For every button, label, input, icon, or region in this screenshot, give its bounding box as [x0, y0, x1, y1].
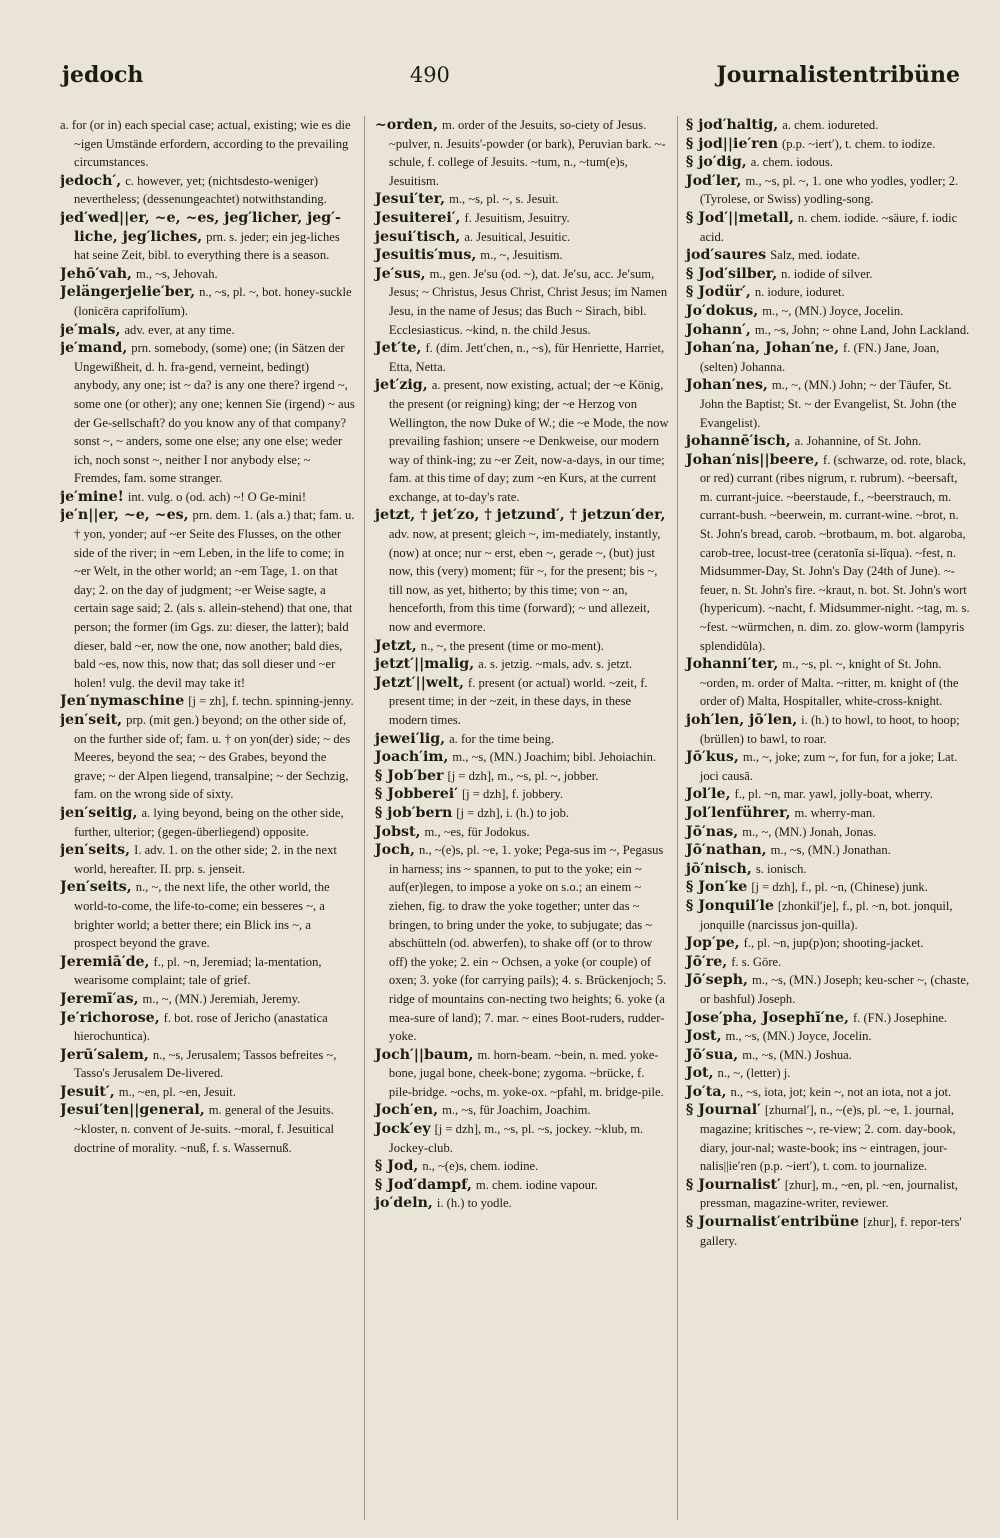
definition: n., ~s, pl. ~, bot. honey-suckle (lonicēra caprifolĭum). — [74, 285, 352, 318]
dictionary-entry — [375, 823, 669, 842]
headword: Jelängerjelie′ber, — [60, 284, 196, 301]
definition: m., ~, (MN.) John; ~ der Täufer, St. John the Baptist; St. ~ der Evangelist, St. John (the Evangelist). — [699, 378, 957, 430]
dictionary-entry — [375, 1157, 669, 1176]
definition: [j = dzh], f. jobbery. — [461, 787, 564, 802]
dictionary-entry — [686, 878, 970, 897]
definition: m. horn-beam. ~bein, n. med. yoke-bone, jugal bone, cheek-bone; zygoma. ~brücke, f. pile-bridge. ~ochs, m. yoke-ox. ~pfahl, m. bridge-pile. — [388, 1047, 664, 1099]
headword: jo′deln, — [374, 1195, 433, 1212]
definition: a. Johannine, of St. John. — [794, 434, 922, 449]
page-header — [62, 62, 960, 96]
headword: Johann′, — [685, 321, 751, 338]
headword: Jō′kus, — [685, 749, 739, 766]
definition: (p.p. ~iert′), t. chem. to iodize. — [782, 136, 936, 151]
dictionary-entry — [686, 1027, 970, 1046]
definition: f. present (or actual) world. ~zeit, f. present time; in der ~zeit, in these days, in these modern times. — [388, 675, 648, 727]
headword: Jo′ta, — [685, 1083, 727, 1100]
column-left — [60, 116, 364, 1520]
headword: Jō′seph, — [685, 972, 748, 989]
headword: Jesui′ten||general, — [60, 1102, 205, 1119]
definition: c. however, yet; (nichtsdesto-weniger) nevertheless; (dessenungeachtet) notwithstanding. — [74, 173, 327, 207]
dictionary-entry — [375, 190, 669, 209]
dictionary-entry — [686, 971, 970, 1008]
definition: a. chem. iodureted. — [782, 118, 879, 132]
dictionary-entry — [60, 1046, 356, 1083]
headword: § Jod, — [374, 1158, 419, 1175]
headword: Jen′nymaschine — [60, 693, 185, 710]
dictionary-entry — [375, 785, 669, 804]
headword: Jobst, — [374, 823, 421, 840]
dictionary-entry — [686, 135, 970, 154]
headword: Jot, — [685, 1065, 714, 1082]
definition: [zhur], m., ~en, pl. ~en, journalist, pressman, magazine-writer, reviewer. — [699, 1177, 958, 1211]
definition: I. adv. 1. on the other side; 2. in the next world, hereafter. II. prp. s. jenseit. — [74, 843, 337, 876]
dictionary-entry — [375, 1176, 669, 1195]
dictionary-entry — [686, 432, 970, 451]
dictionary-entry — [686, 283, 970, 302]
headword: Johan′na, Johan′ne, — [685, 340, 840, 357]
headword: Jō′re, — [685, 953, 728, 970]
dictionary-entry — [686, 116, 970, 135]
headword: Joch, — [374, 842, 415, 859]
headword: § job′bern — [374, 804, 453, 821]
definition: m., ~s, (MN.) Jonathan. — [770, 843, 891, 858]
headword: joh′len, jō′len, — [685, 712, 798, 728]
headword: Jesui′ter, — [374, 191, 446, 208]
dictionary-entry — [375, 209, 669, 228]
dictionary-entry — [375, 748, 669, 767]
definition: m., ~, (MN.) Jeremiah, Jeremy. — [142, 991, 301, 1006]
dictionary-entry — [375, 246, 669, 265]
definition: [j = dzh], m., ~s, pl. ~s, jockey. ~klub, m. Jockey-club. — [388, 1122, 644, 1155]
headword: je′mals, — [60, 321, 121, 338]
headword: Jock′ey — [374, 1121, 431, 1138]
dictionary-entry — [375, 804, 669, 823]
definition: a. lying beyond, being on the other side, further, ulterior; (gegen-überliegend) opposite. — [74, 805, 344, 839]
headword: § jo′dig, — [685, 154, 747, 171]
headword: Joach′im, — [374, 749, 449, 766]
definition: m., ~, joke; zum ~, for fun, for a joke; Lat. joci causā. — [699, 750, 958, 783]
headword: § Job′ber — [374, 767, 444, 784]
dictionary-entry — [60, 321, 356, 340]
definition: n., ~s, Jerusalem; Tassos befreites ~, Tasso's Jerusalem De-livered. — [74, 1047, 337, 1081]
dictionary-entry — [60, 841, 356, 878]
dictionary-entry — [375, 1046, 669, 1102]
definition: f. Jesuitism, Jesuitry. — [464, 210, 570, 225]
dictionary-entry — [60, 339, 356, 488]
dictionary-entry — [60, 711, 356, 804]
dictionary-entry — [686, 1213, 970, 1250]
definition: m., ~s, pl. ~, 1. one who yodles, yodler; 2. (Tyrolese, or Swiss) yodling-song. — [699, 173, 959, 207]
dictionary-entry — [375, 730, 669, 749]
definition: [j = dzh], m., ~s, pl. ~, jobber. — [447, 768, 599, 783]
columns — [60, 116, 970, 1520]
headword: je′n||er, ~e, ~es, — [60, 507, 189, 524]
headword: Jet′te, — [374, 340, 422, 357]
definition: n., ~, the present (time or mo-ment). — [420, 638, 604, 653]
definition: a. for the time being. — [449, 731, 555, 746]
headword: Jetzt, — [374, 637, 417, 654]
headword: jetzt′||malig, — [374, 656, 475, 673]
headword: Johanni′ter, — [685, 656, 779, 673]
definition: m., ~, (MN.) Joyce, Jocelin. — [762, 303, 904, 318]
definition: [j = dzh], i. (h.) to job. — [456, 805, 570, 820]
headword: § Jodür′, — [685, 284, 751, 301]
dictionary-entry — [375, 265, 669, 339]
definition: [zhonkil′je], f., pl. ~n, bot. jonquil, jonquille (narcissus jon-quilla). — [699, 898, 953, 932]
dictionary-entry — [686, 823, 970, 842]
definition: f., pl. ~n, mar. yawl, jolly-boat, wherry. — [734, 787, 933, 802]
definition: Salz, med. iodate. — [770, 248, 861, 263]
dictionary-entry — [60, 804, 356, 841]
column-right — [677, 116, 970, 1520]
dictionary-entry — [375, 1194, 669, 1213]
column-middle — [364, 116, 677, 1520]
dictionary-entry — [686, 1101, 970, 1175]
definition: m., ~s, pl. ~, knight of St. John. ~orden, m. order of Malta. ~ritter, m. knight of (the order of) Malta, Hospitaller, white-cross-knight. — [699, 657, 959, 709]
dictionary-entry — [686, 451, 970, 656]
headword: Joch′en, — [374, 1102, 439, 1119]
definition: f., pl. ~n, jup(p)on; shooting-jacket. — [743, 936, 924, 951]
headword: § Journalist′ — [685, 1176, 781, 1193]
definition: [zhurnal′], n., ~(e)s, pl. ~e, 1. journal, magazine; kritisches ~, re-view; 2. com. day-book, diary, jour-nal; waste-book; ins ~ eintragen, jour-nalis||ie′ren (p.p. ~iert′), t. com. to journalize. — [699, 1103, 956, 1174]
dictionary-entry — [686, 841, 970, 860]
dictionary-entry — [60, 1101, 356, 1157]
definition: m., ~s, (MN.) Joshua. — [742, 1047, 852, 1062]
dictionary-entry — [375, 116, 669, 190]
definition: m., ~s, (MN.) Joyce, Jocelin. — [725, 1029, 872, 1044]
definition: f. (schwarze, od. rote, black, or red) currant (ribes nigrum, r. rubrum). ~beersaft, m. currant-juice. ~beerstaude, f., ~beerstrauch, m. currant-bush. ~beerwein, m. currant-wine. ~brot, n. St. John's bread, carob. ~brotbaum, m. bot. algaroba, carob-tree, locust-tree (ceratonĭa si-lĭqua). ~fest, n. Midsummer-Day, St. John's Day (24th of June). ~-feuer, n. St. John's fire. ~kraut, n. bot. St. John's wort (hypericum). ~nacht, f. Midsummer-night. ~tag, m. s. ~fest. ~würmchen, n. dim. zo. glow-worm (lampyris splendidŭla). — [699, 452, 970, 653]
dictionary-entry — [686, 153, 970, 172]
definition: n., ~, the next life, the other world, the world-to-come, the life-to-come; ein besseres ~, a brighter world; a better there; ein Blick ins ~, a prospect beyond the grave. — [74, 880, 330, 951]
definition: f., pl. ~n, Jeremiad; la-mentation, wearisome complaint; tale of grief. — [74, 954, 322, 988]
definition: m. chem. iodine vapour. — [475, 1177, 598, 1192]
dictionary-entry — [60, 209, 356, 265]
definition: prn. s. jeder; ein jeg-liches hat seine Zeit, bibl. to everything there is a season. — [74, 229, 340, 263]
dictionary-entry — [686, 321, 970, 340]
headword: Jol′lenführer, — [685, 804, 791, 821]
headword: Jerū′salem, — [60, 1046, 149, 1063]
definition: a. for (or in) each special case; actual, existing; wie es die ~igen Umstände erfordern, according to the prevailing circumstances. — [60, 118, 351, 170]
headword: Joch′||baum, — [374, 1046, 474, 1063]
headword: Jesuitis′mus, — [374, 247, 477, 264]
headword: Jo′dokus, — [685, 302, 759, 319]
dictionary-entry — [60, 878, 356, 952]
headword: § jod||ie′ren — [685, 135, 779, 152]
headword: johannē′isch, — [685, 433, 791, 450]
headword: § Jod′dampf, — [374, 1176, 472, 1193]
dictionary-entry — [686, 172, 970, 209]
dictionary-entry — [375, 841, 669, 1046]
dictionary-entry — [60, 990, 356, 1009]
dictionary-entry — [686, 209, 970, 246]
headword: Johan′nis||beere, — [685, 451, 820, 468]
definition: [j = dzh], f., pl. ~n, (Chinese) junk. — [751, 880, 928, 895]
definition: f. (dim. Jett′chen, n., ~s), für Henriette, Harriet, Etta, Netta. — [388, 341, 665, 374]
headword: Jop′pe, — [685, 935, 740, 952]
definition: prn. somebody, (some) one; (in Sätzen der Ungewißheit, d. h. fra-gend, verneint, bedingt) anybody, any one; ist ~ da? is any one there? irgend ~, some one (or other); any one; kennen Sie (irgend) ~ aus der Ge-sellschaft? do you know any of that company? sonst ~, ~ anders, some one else; any one else; weder ich, noch sonst ~, neither I nor anybody else; ~ Fremdes, fam. some stranger. — [74, 341, 355, 486]
headword: Johan′nes, — [685, 377, 768, 394]
dictionary-entry — [375, 339, 669, 376]
headword: Jō′sua, — [685, 1046, 739, 1063]
definition: m., ~s, (MN.) Joachim; bibl. Jehoiachin. — [452, 750, 657, 765]
dictionary-entry — [686, 265, 970, 284]
dictionary-entry — [375, 1101, 669, 1120]
dictionary-entry — [686, 748, 970, 785]
headword: jewei′lig, — [374, 730, 446, 747]
dictionary-entry — [686, 953, 970, 972]
dictionary-entry — [60, 1083, 356, 1102]
headword: Jehō′vah, — [60, 265, 132, 282]
dictionary-entry — [686, 302, 970, 321]
headword: Jō′nathan, — [685, 842, 767, 859]
dictionary-entry — [686, 897, 970, 934]
definition: n., ~s, iota, jot; kein ~, not an iota, not a jot. — [730, 1084, 952, 1099]
definition: a. Jesuitical, Jesuitic. — [464, 229, 571, 244]
headword: Jen′seits, — [60, 879, 132, 896]
definition: m., ~s, pl. ~, s. Jesuit. — [449, 192, 559, 207]
definition: prp. (mit gen.) beyond; on the other side of, on the further side of; fam. u. † on yon(der) side; ~ des Meeres, beyond the sea; ~ des Grabes, beyond the grave; ~ der Alpen liegend, transalpine; ~ der Sechzig, fam. on the wrong side of sixty. — [74, 713, 351, 802]
definition: n. chem. iodide. ~säure, f. iodic acid. — [699, 210, 958, 244]
dictionary-entry — [686, 934, 970, 953]
headword: § Jobberei′ — [374, 786, 458, 803]
definition: f. bot. rose of Jericho (anastatica hierochuntica). — [74, 1010, 328, 1044]
headword: jetzt, † jet′zo, † jetzund′, † jetzun′der, — [374, 507, 666, 524]
definition: [j = zh], f. techn. spinning-jenny. — [188, 694, 354, 709]
headword: Jesuit′, — [60, 1083, 115, 1100]
headword: § Journal′ — [685, 1102, 761, 1119]
dictionary-entry — [60, 172, 356, 209]
dictionary-entry — [686, 711, 970, 748]
headword: je′mand, — [60, 340, 128, 357]
headword: Jō′nas, — [685, 823, 739, 840]
headword: Jol′le, — [685, 786, 731, 803]
headword: jod′saures — [685, 247, 767, 264]
definition: m. wherry-man. — [794, 805, 876, 820]
page-number: 490 — [409, 63, 450, 87]
headword: § Jod′silber, — [685, 265, 778, 282]
definition: i. (h.) to howl, to hoot, to hoop; (brüllen) to bawl, to roar. — [699, 713, 960, 746]
definition: a. present, now existing, actual; der ~e König, the present (or reigning) king; der ~e Herzog von Wellington, the now Duke of W.; die ~e Mode, the now prevailing fashion; unsere ~e Denkweise, our modern way of think-ing; zu ~er Zeit, now-a-days, in our time; fam. at this time of day; zum ~en Kurs, at the current exchange, at to-day's rate. — [388, 378, 669, 504]
definition: m., gen. Je′su (od. ~), dat. Je′su, acc. Je′sum, Jesus; ~ Christus, Jesus Christ, Christ Jesus; im Namen Jesu, in the name of Jesus; das Buch ~ Sirach, bibl. Ecclesiasticus. ~kind, n. the child Jesus. — [388, 266, 668, 337]
definition: n., ~, (letter) j. — [717, 1066, 791, 1081]
headword: § Journalist′entribüne — [685, 1214, 860, 1231]
dictionary-entry — [60, 953, 356, 990]
definition: m., ~s, (MN.) Joseph; keu-scher ~, (chaste, or bashful) Joseph. — [699, 973, 970, 1006]
headword: je′mine! — [60, 488, 124, 505]
dictionary-entry — [686, 339, 970, 376]
definition: prn. dem. 1. (als a.) that; fam. u. † yon, yonder; auf ~er Seite des Flusses, on the other side of the river; in ~em Leben, in the life to come; in ~er Welt, in the other world; an ~em Tage, 1. on that day; 2. on the day of judgment; ~er Weise sagte, a certain sage said; 2. (als s. allein-stehend) that one, that person; the former (im Ggs. zu: dieser, the latter); bald dieser, bald ~er, now the one, now another; bald dies, bald ~es, now this, now that; das soll dieser und ~er holen! vulg. the devil may take it! — [74, 508, 355, 690]
dictionary-entry — [375, 767, 669, 786]
dictionary-entry — [60, 1009, 356, 1046]
definition: m., ~, (MN.) Jonah, Jonas. — [742, 824, 877, 839]
headword: Jetzt′||welt, — [374, 674, 464, 691]
definition: a. chem. iodous. — [750, 155, 833, 170]
headword: Jod′ler, — [685, 172, 742, 189]
headword: § jod′haltig, — [685, 117, 779, 133]
dictionary-entry — [686, 1046, 970, 1065]
dictionary-entry — [686, 376, 970, 432]
headword: jesui′tisch, — [374, 228, 461, 245]
definition: n., ~(e)s, chem. iodine. — [422, 1159, 539, 1174]
dictionary-entry — [60, 116, 356, 172]
dictionary-entry — [686, 804, 970, 823]
dictionary-entry — [686, 1176, 970, 1213]
definition: adv. ever, at any time. — [124, 322, 235, 337]
headword: ~orden, — [374, 117, 438, 133]
definition: m., ~en, pl. ~en, Jesuit. — [118, 1084, 236, 1099]
dictionary-entry — [375, 655, 669, 674]
dictionary-entry — [60, 488, 356, 507]
dictionary-entry — [60, 692, 356, 711]
headword: Jeremī′as, — [60, 990, 139, 1007]
definition: m., ~s, Jehovah. — [135, 266, 218, 281]
definition: s. ionisch. — [755, 861, 807, 876]
definition: n., ~(e)s, pl. ~e, 1. yoke; Pega-sus im ~, Pegasus in harness; ins ~ spannen, to put to the yoke; ein ~ auf(er)legen, to impose a yoke on s.o.; an einem ~ ziehen, fig. to draw the yoke together; unter das ~ bringen, to bring under the yoke, to subjugate; das ~ abschütteln (od. abwerfen), to shake off (or to throw off) the yoke; 2. ein ~ Ochsen, a yoke (or couple) of oxen; 3. yoke (for carrying pails); 4. s. Brückenjoch; 5. ridge of mountains con-necting two heights; 6. yoke (a mea-sure of land); 7. mar. ~ eines Boot-ruders, rudder-yoke. — [388, 843, 667, 1044]
dictionary-entry — [60, 265, 356, 284]
headword: jen′seit, — [60, 712, 123, 728]
dictionary-entry — [60, 506, 356, 692]
definition: m., ~s, John; ~ ohne Land, John Lackland. — [754, 322, 970, 337]
dictionary-entry — [686, 1064, 970, 1083]
headword: jen′seitig, — [60, 804, 138, 821]
dictionary-entry — [686, 860, 970, 879]
definition: int. vulg. o (od. ach) ~! O Ge-mini! — [127, 489, 307, 504]
headword: § Jod′||metall, — [685, 209, 794, 226]
headword: jed′wed||er, ~e, ~es, jeg′licher, jeg′-liche, jeg′liches, — [60, 209, 341, 245]
dictionary-entry — [375, 376, 669, 506]
definition: m., ~s, für Joachim, Joachim. — [442, 1103, 591, 1118]
headword: Je′richorose, — [60, 1009, 160, 1026]
headword: jedoch′, — [60, 172, 122, 189]
dictionary-entry — [375, 674, 669, 730]
definition: f. (FN.) Josephine. — [852, 1010, 948, 1025]
dictionary-entry — [375, 228, 669, 247]
headword: Jesuiterei′, — [374, 209, 461, 226]
dictionary-entry — [686, 655, 970, 711]
headword: Jost, — [685, 1028, 722, 1045]
definition: n. iodure, ioduret. — [754, 285, 845, 300]
headword: § Jonquil′le — [685, 897, 774, 914]
headword: § Jon′ke — [685, 879, 748, 896]
definition: f. (FN.) Jane, Joan, (selten) Johanna. — [699, 341, 940, 374]
dictionary-entry — [686, 246, 970, 265]
headword: jō′nisch, — [685, 860, 752, 877]
headword: jen′seits, — [60, 842, 131, 859]
headword: Jeremiā′de, — [60, 953, 150, 970]
definition: f. s. Göre. — [731, 954, 782, 969]
dictionary-entry — [686, 1083, 970, 1102]
dictionary-entry — [60, 283, 356, 320]
definition: adv. now, at present; gleich ~, im-mediately, instantly, (now) at once; nur ~ erst, eben ~, gerade ~, (but) just now, this (very) moment; für ~, for the present; bis ~, till now, as yet, hitherto; by this time; von ~ an, henceforth, from this time (forward); ~ und allezeit, now and evermore. — [388, 527, 661, 635]
dictionary-entry — [686, 785, 970, 804]
definition: m. order of the Jesuits, so-ciety of Jesus. ~pulver, n. Jesuits'-powder (or bark), Peruvian bark. ~-schule, f. college of Jesuits. ~tum, n., ~tum(e)s, Jesuitism. — [388, 118, 666, 188]
guide-word-right: Journalistentribüne — [716, 62, 960, 88]
definition: i. (h.) to yodle. — [436, 1196, 512, 1211]
dictionary-entry — [375, 1120, 669, 1157]
dictionary-entry — [375, 506, 669, 636]
definition: m., ~es, für Jodokus. — [424, 824, 530, 839]
headword: jet′zig, — [374, 377, 428, 394]
definition: m. general of the Jesuits. ~kloster, n. convent of Je-suits. ~moral, f. Jesuitical doctrine of morality. ~nuß, f. s. Wassernuß. — [74, 1103, 335, 1155]
definition: a. s. jetzig. ~mals, adv. s. jetzt. — [478, 657, 633, 672]
dictionary-entry — [375, 637, 669, 656]
headword: Je′sus, — [374, 265, 426, 282]
guide-word-left: jedoch — [62, 62, 144, 88]
definition: [zhur], f. repor-ters' gallery. — [699, 1215, 962, 1248]
definition: n. iodide of silver. — [781, 266, 873, 281]
dictionary-entry — [686, 1009, 970, 1028]
definition: m., ~, Jesuitism. — [480, 248, 563, 263]
headword: Jose′pha, Josephī′ne, — [685, 1009, 849, 1026]
